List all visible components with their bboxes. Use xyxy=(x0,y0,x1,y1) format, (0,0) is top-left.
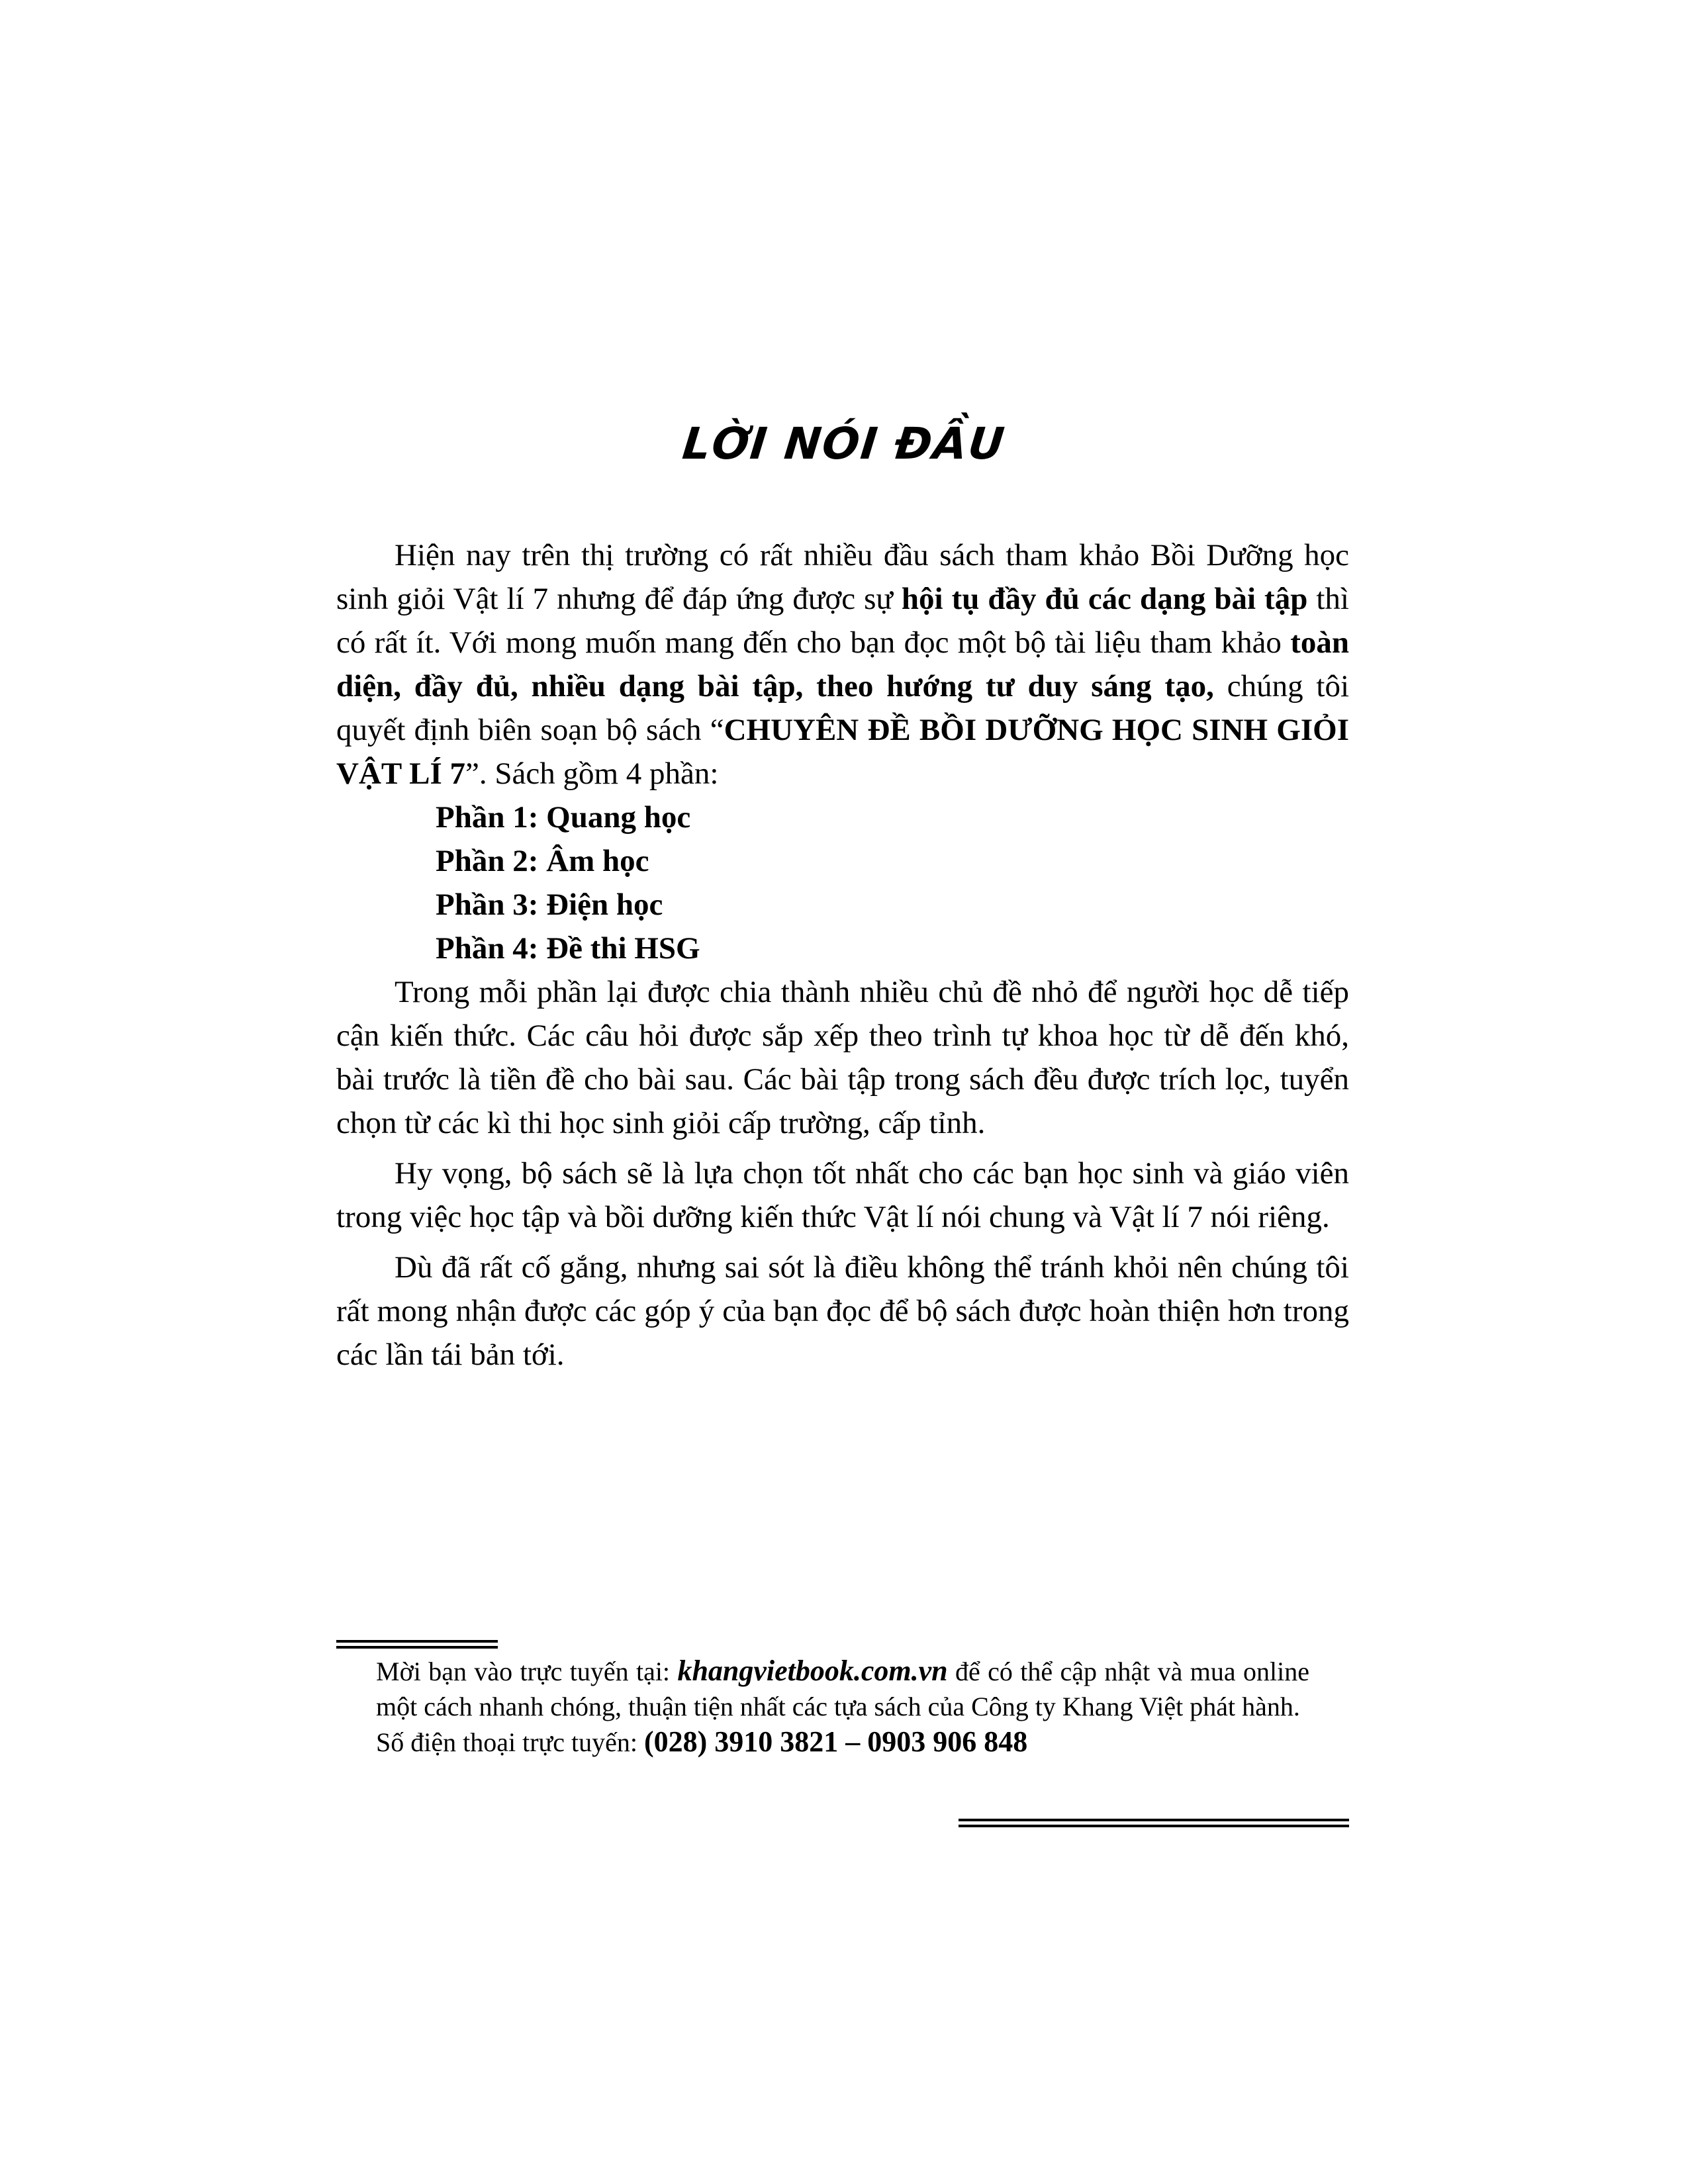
page-title: LỜI NÓI ĐẦU xyxy=(680,418,1008,469)
footer-phone-line xyxy=(376,1724,1309,1760)
intro-text-3: chúng tôi quyết định biên soạn bộ sách “ xyxy=(336,669,1349,747)
part-item: Phần 1: Quang học xyxy=(436,800,691,835)
intro-text-2: thì có rất ít. Với mong muốn mang đến cho bạn đọc một bộ tài liệu tham khảo xyxy=(336,582,1349,660)
intro-paragraph xyxy=(336,533,1349,796)
phone-label: Số điện thoại trực tuyến: xyxy=(376,1727,644,1757)
footer-note xyxy=(376,1653,1309,1760)
website-link[interactable]: khangvietbook.com.vn xyxy=(677,1655,948,1687)
intro-bold-2: toàn diện, đầy đủ, nhiều dạng bài tập, theo hướng tư duy sáng tạo, xyxy=(336,625,1349,704)
part-item: Phần 2: Âm học xyxy=(436,844,649,878)
part-item: Phần 3: Điện học xyxy=(436,887,663,922)
footer-invite-prefix: Mời bạn vào trực tuyến tại: xyxy=(376,1657,678,1686)
intro-text-4: ”. Sách gồm 4 phần: xyxy=(465,756,719,791)
intro-bold-1: hội tụ đầy đủ các dạng bài tập xyxy=(901,582,1308,616)
phone-number: (028) 3910 3821 – 0903 906 848 xyxy=(643,1725,1028,1758)
footer-invite-suffix: để có thể cập nhật và mua online một cách nhanh chóng, thuận tiện nhất các tựa sách của Công ty Khang Việt phát hành. xyxy=(376,1657,1310,1721)
part-item: Phần 4: Đề thi HSG xyxy=(436,931,700,966)
book-title: CHUYÊN ĐỀ BỒI DƯỠNG HỌC SINH GIỎI VẬT LÍ 7 xyxy=(336,713,1349,791)
structure-paragraph: Trong mỗi phần lại được chia thành nhiều chủ đề nhỏ để người học dễ tiếp cận kiến thức. Các câu hỏi được sắp xếp theo trình tự khoa học từ dễ đến khó, bài trước là tiền đề cho bài sau. Các bài tập trong sách đều được trích lọc, tuyển chọn từ các kì thi học sinh giỏi cấp trường, cấp tỉnh. xyxy=(336,975,1349,1140)
hope-paragraph: Hy vọng, bộ sách sẽ là lựa chọn tốt nhất cho các bạn học sinh và giáo viên trong việc học tập và bồi dưỡng kiến thức Vật lí nói chung và Vật lí 7 nói riêng. xyxy=(336,1156,1349,1234)
preface-body xyxy=(336,533,1349,1377)
footer-divider-bottom xyxy=(959,1819,1349,1827)
parts-list xyxy=(336,796,1349,970)
footer-invite xyxy=(376,1653,1309,1724)
intro-text-1: Hiện nay trên thị trường có rất nhiều đầu sách tham khảo Bồi Dưỡng học sinh giỏi Vật lí 7 nhưng để đáp ứng được sự xyxy=(336,538,1349,616)
feedback-paragraph: Dù đã rất cố gắng, nhưng sai sót là điều không thể tránh khỏi nên chúng tôi rất mong nhận được các góp ý của bạn đọc để bộ sách được hoàn thiện hơn trong các lần tái bản tới. xyxy=(336,1250,1349,1372)
footer-divider-top xyxy=(336,1640,498,1649)
